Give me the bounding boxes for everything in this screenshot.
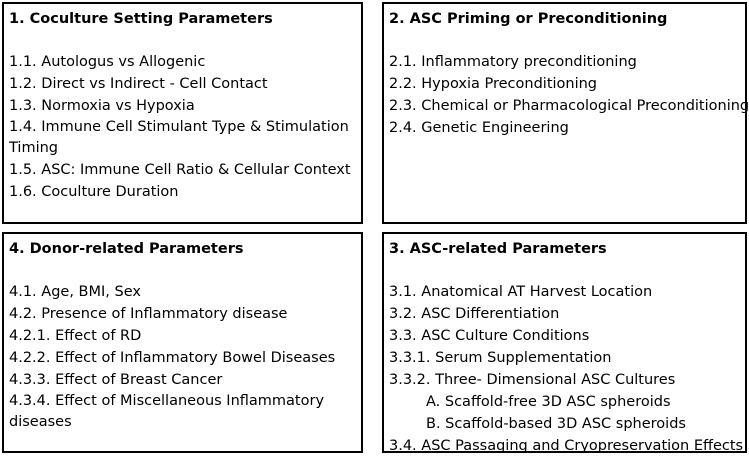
list-item: 1.5. ASC: Immune Cell Ratio & Cellular Context (9, 162, 351, 178)
list-item: 4.2.1. Effect of RD (9, 328, 142, 344)
coculture-setting-box (2, 2, 363, 224)
coculture-setting-list (9, 51, 357, 203)
asc-related-box (382, 232, 747, 453)
donor-related-box (2, 232, 363, 453)
list-item: 2.4. Genetic Engineering (389, 120, 569, 136)
asc-related-title: 3. ASC-related Parameters (389, 241, 607, 257)
asc-priming-box (382, 2, 747, 224)
list-item: B. Scaffold-based 3D ASC spheroids (426, 416, 686, 432)
donor-related-list (9, 281, 357, 433)
coculture-setting-title: 1. Coculture Setting Parameters (9, 11, 273, 27)
asc-related-list (389, 281, 744, 457)
list-item: 1.6. Coculture Duration (9, 184, 179, 200)
list-item: 4.3.3. Effect of Breast Cancer (9, 372, 223, 388)
list-item: 4.1. Age, BMI, Sex (9, 284, 141, 300)
list-item: 3.1. Anatomical AT Harvest Location (389, 284, 653, 300)
list-item: 4.3.4. Effect of Miscellaneous Inflammatory diseases (9, 393, 325, 430)
asc-priming-title: 2. ASC Priming or Preconditioning (389, 11, 668, 27)
list-item: 2.1. Inflammatory preconditioning (389, 54, 637, 70)
donor-related-title: 4. Donor-related Parameters (9, 241, 244, 257)
list-item: 3.3.1. Serum Supplementation (389, 350, 612, 366)
list-item: 3.3.2. Three- Dimensional ASC Cultures (389, 372, 676, 388)
list-item: 1.1. Autologus vs Allogenic (9, 54, 206, 70)
asc-priming-list (389, 51, 749, 139)
list-item: 3.2. ASC Differentiation (389, 306, 560, 322)
list-item: 2.3. Chemical or Pharmacological Preconditioning (389, 98, 749, 114)
list-item: 1.3. Normoxia vs Hypoxia (9, 98, 195, 114)
list-item: 4.2. Presence of Inflammatory disease (9, 306, 288, 322)
list-item: A. Scaffold-free 3D ASC spheroids (426, 394, 671, 410)
list-item: 3.3. ASC Culture Conditions (389, 328, 590, 344)
list-item: 1.4. Immune Cell Stimulant Type & Stimulation Timing (9, 119, 349, 156)
list-item: 4.2.2. Effect of Inflammatory Bowel Diseases (9, 350, 336, 366)
list-item: 1.2. Direct vs Indirect - Cell Contact (9, 76, 268, 92)
list-item: 2.2. Hypoxia Preconditioning (389, 76, 598, 92)
list-item: 3.4. ASC Passaging and Cryopreservation Effects (389, 438, 744, 454)
